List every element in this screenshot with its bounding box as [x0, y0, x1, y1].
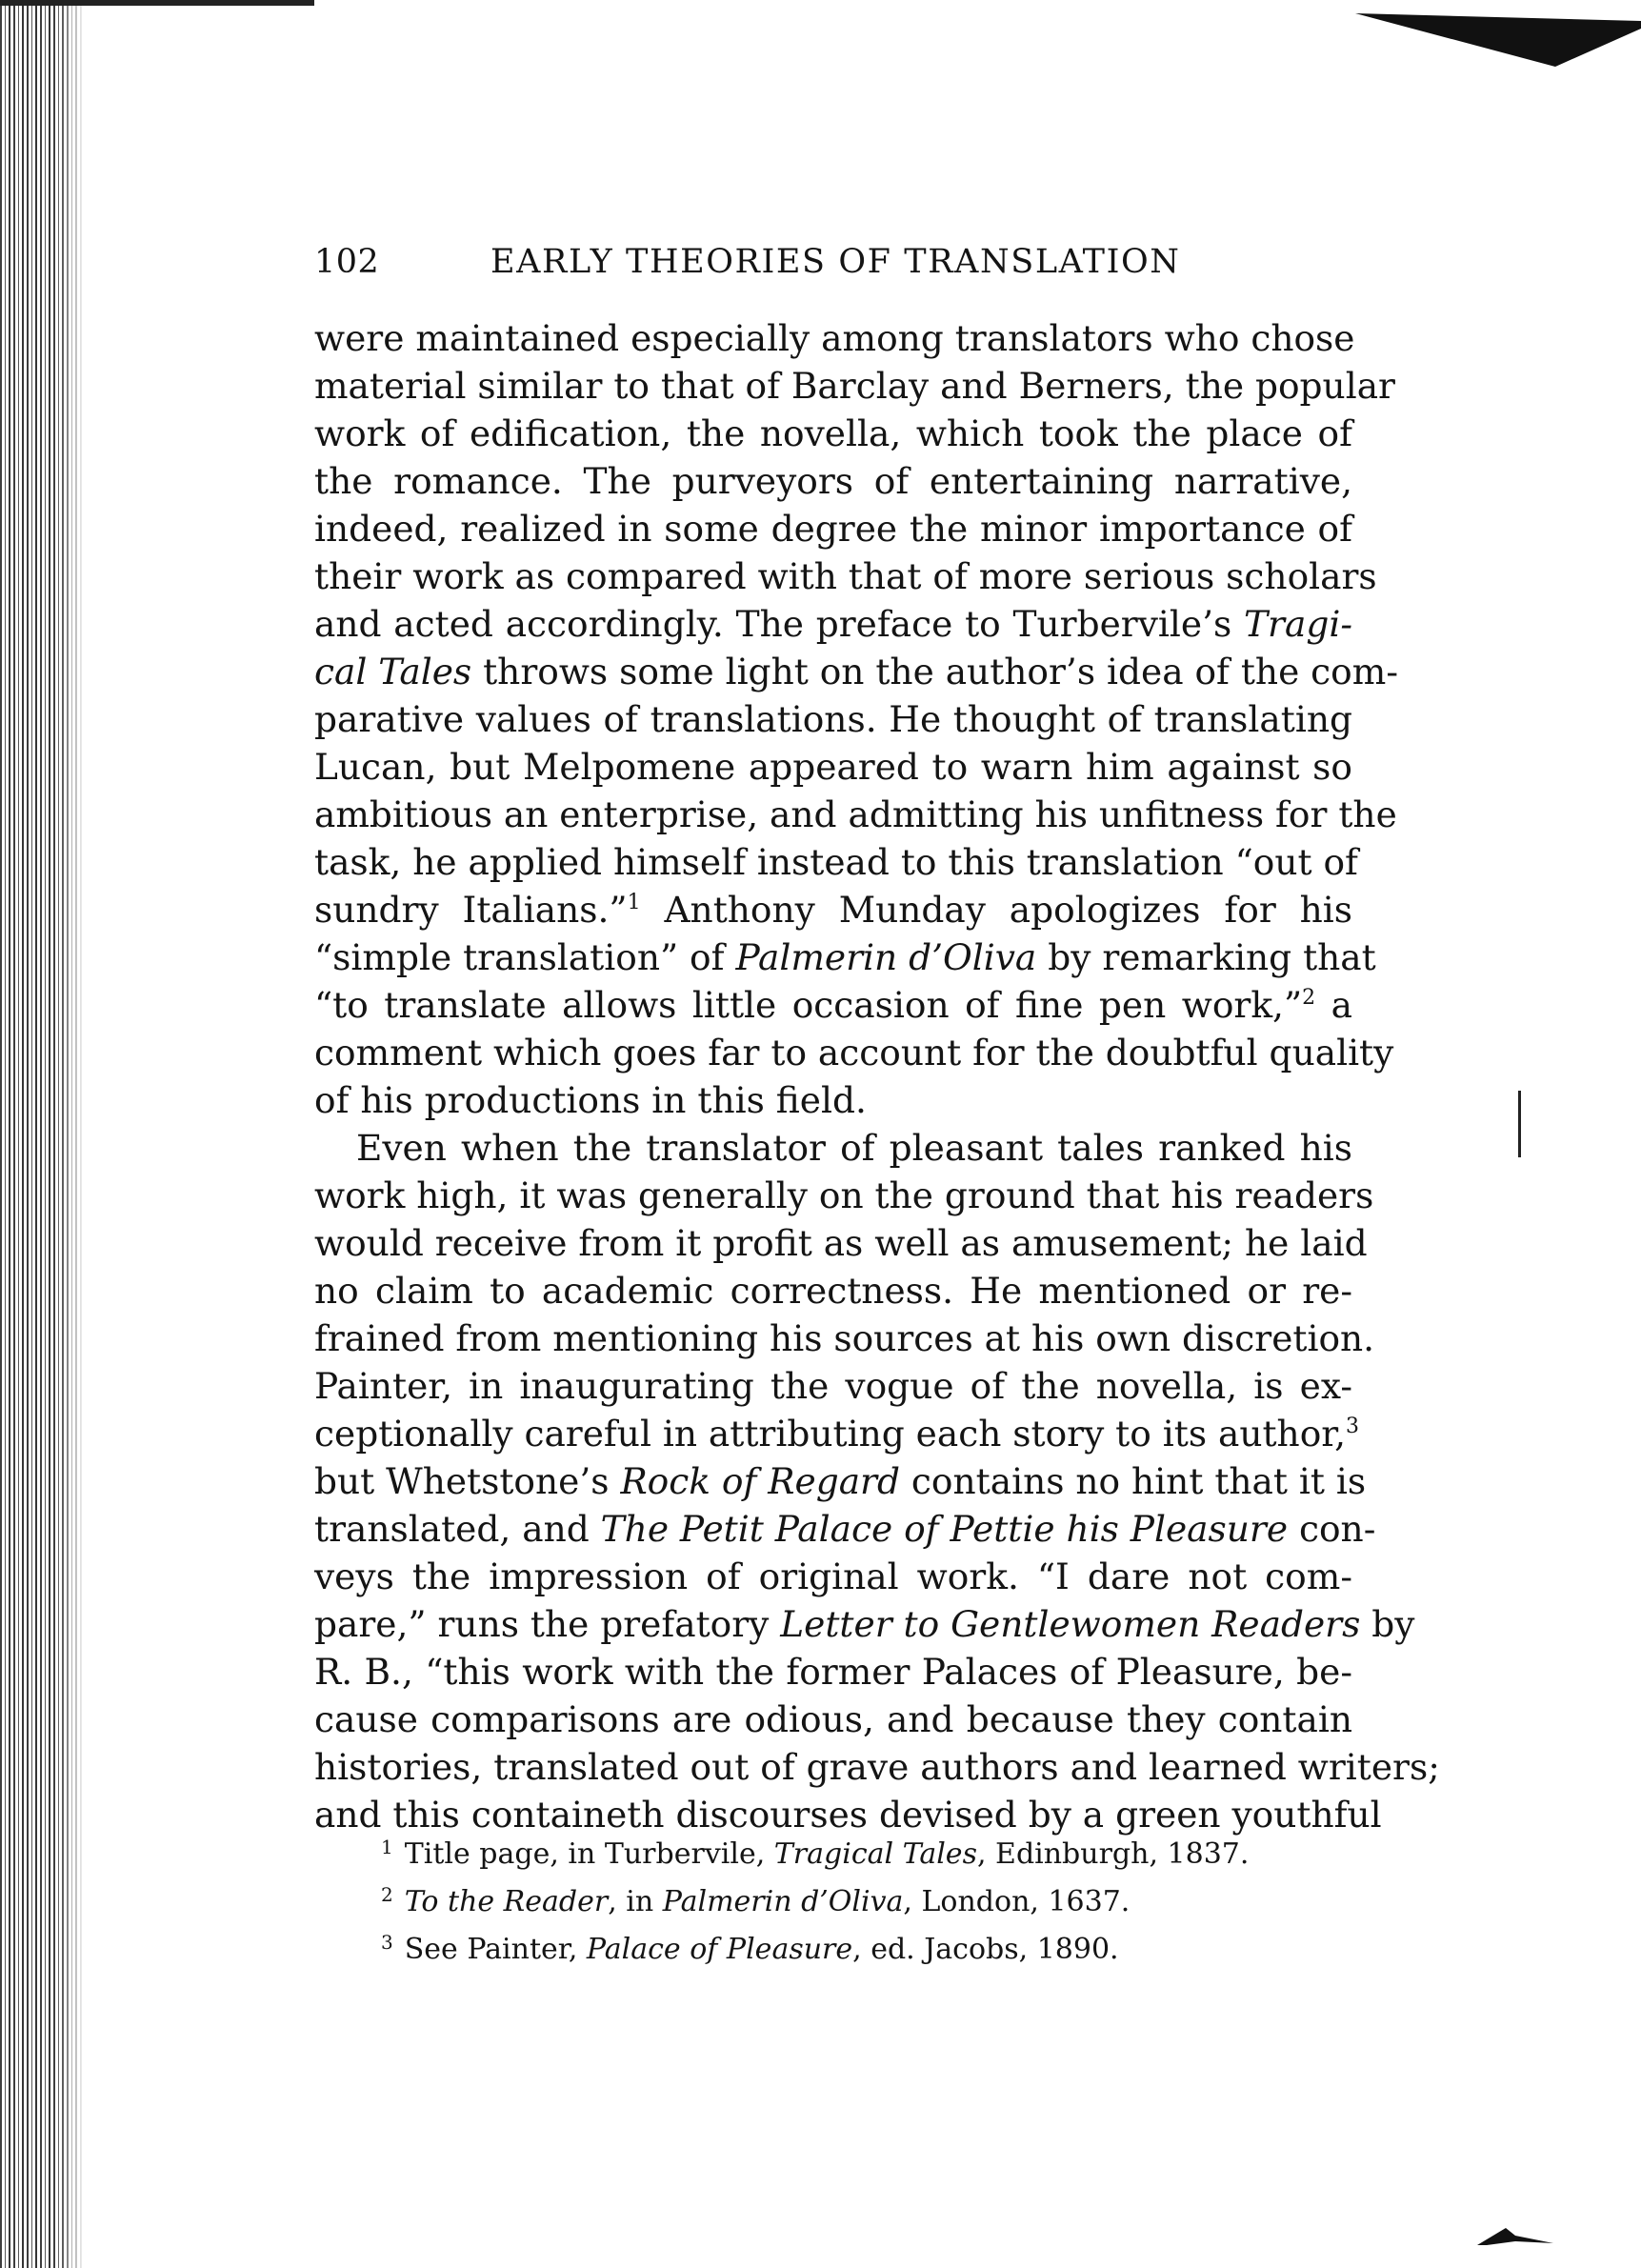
text-line: pare,” runs the prefatory Letter to Gentlewomen Readers by — [314, 1603, 1415, 1645]
footnote-mark: 3 — [381, 1931, 393, 1954]
text-line: would receive from it profit as well as amusement; he laid — [314, 1222, 1368, 1264]
text-line: Lucan, but Melpomene appeared to warn him against so — [314, 746, 1352, 788]
page-binding-edge — [0, 0, 88, 2268]
italic-title: The Petit Palace of Pettie his Pleasure — [600, 1508, 1289, 1550]
footnote-ref: 2 — [1302, 986, 1316, 1010]
scan-edge-top — [0, 0, 314, 6]
text-line: were maintained especially among translators who chose — [314, 317, 1355, 359]
footnote-ref: 3 — [1346, 1415, 1360, 1438]
text-line: no claim to academic correctness. He mentioned or re- — [314, 1270, 1352, 1312]
text-line: their work as compared with that of more serious scholars — [314, 555, 1377, 597]
text-line: Even when the translator of pleasant tales ranked his — [356, 1127, 1352, 1169]
body-text — [314, 314, 1440, 1838]
text-line: veys the impression of original work. “I dare not com- — [314, 1555, 1352, 1597]
text-line: work of edification, the novella, which took the place of — [314, 412, 1352, 454]
footnote-ref: 1 — [627, 891, 641, 914]
text-line: R. B., “this work with the former Palaces of Pleasure, be- — [314, 1651, 1352, 1693]
text-line: histories, translated out of grave authors and learned writers; — [314, 1746, 1440, 1788]
text-line: comment which goes far to account for the doubtful quality — [314, 1032, 1394, 1074]
running-head-title: EARLY THEORIES OF TRANSLATION — [490, 243, 1181, 281]
text-line: indeed, realized in some degree the minor importance of — [314, 508, 1352, 550]
text-line: cause comparisons are odious, and because they contain — [314, 1698, 1352, 1740]
footnote-mark: 2 — [381, 1883, 393, 1906]
italic-title: Tragical Tales — [773, 1837, 977, 1871]
text-line: ceptionally careful in attributing each story to its author,$^3$ — [314, 1413, 1360, 1455]
text-line: ambitious an enterprise, and admitting his unfitness for the — [314, 793, 1397, 835]
running-header — [314, 243, 1267, 292]
italic-title: Letter to Gentlewomen Readers — [780, 1603, 1361, 1645]
text-line: but Whetstone’s Rock of Regard contains no hint that it is — [314, 1460, 1367, 1502]
italic-title: To the Reader — [404, 1885, 609, 1918]
text-line: and this containeth discourses devised by a green youthful — [314, 1794, 1382, 1836]
text-line: Painter, in inaugurating the vogue of the novella, is ex- — [314, 1365, 1352, 1407]
text-line: and acted accordingly. The preface to Turbervile’s Tragi- — [314, 603, 1352, 645]
italic-title: Palmerin d’Oliva — [662, 1885, 904, 1918]
text-line: of his productions in this field. — [314, 1079, 867, 1121]
text-line: the romance. The purveyors of entertaining narrative, — [314, 460, 1352, 502]
footnote: $^2$ To the Reader, in Palmerin d’Oliva, London, 1637. — [381, 1883, 1131, 1918]
text-line: frained from mentioning his sources at his own discretion. — [314, 1317, 1375, 1359]
page-number: 102 — [314, 243, 380, 281]
scan-corner-artifact-bottom — [1477, 2224, 1553, 2247]
italic-title: cal Tales — [314, 651, 472, 692]
scan-corner-artifact — [1355, 8, 1641, 74]
text-line: work high, it was generally on the ground that his readers — [314, 1174, 1374, 1216]
text-line: cal Tales throws some light on the author’s idea of the com- — [314, 651, 1398, 692]
text-line: parative values of translations. He thought of translating — [314, 698, 1352, 740]
italic-title: Palace of Pleasure — [586, 1933, 853, 1966]
footnotes — [381, 1827, 1333, 1970]
text-line: material similar to that of Barclay and Berners, the popular — [314, 365, 1395, 407]
italic-title: Tragi- — [1244, 603, 1352, 645]
text-line: task, he applied himself instead to this translation “out of — [314, 841, 1358, 883]
margin-mark — [1518, 1091, 1521, 1157]
text-line: “simple translation” of Palmerin d’Oliva by remarking that — [314, 936, 1376, 978]
text-line: sundry Italians.”$^1$ Anthony Munday apologizes for his — [314, 889, 1353, 931]
footnote-mark: 1 — [381, 1836, 393, 1858]
italic-title: Rock of Regard — [620, 1460, 900, 1502]
text-line: translated, and The Petit Palace of Pettie his Pleasure con- — [314, 1508, 1376, 1550]
footnote: $^1$ Title page, in Turbervile, Tragical Tales, Edinburgh, 1837. — [381, 1836, 1250, 1871]
italic-title: Palmerin d’Oliva — [735, 936, 1037, 978]
text-line: “to translate allows little occasion of fine pen work,”$^2$ a — [314, 984, 1352, 1026]
footnote: $^3$ See Painter, Palace of Pleasure, ed. Jacobs, 1890. — [381, 1931, 1119, 1966]
